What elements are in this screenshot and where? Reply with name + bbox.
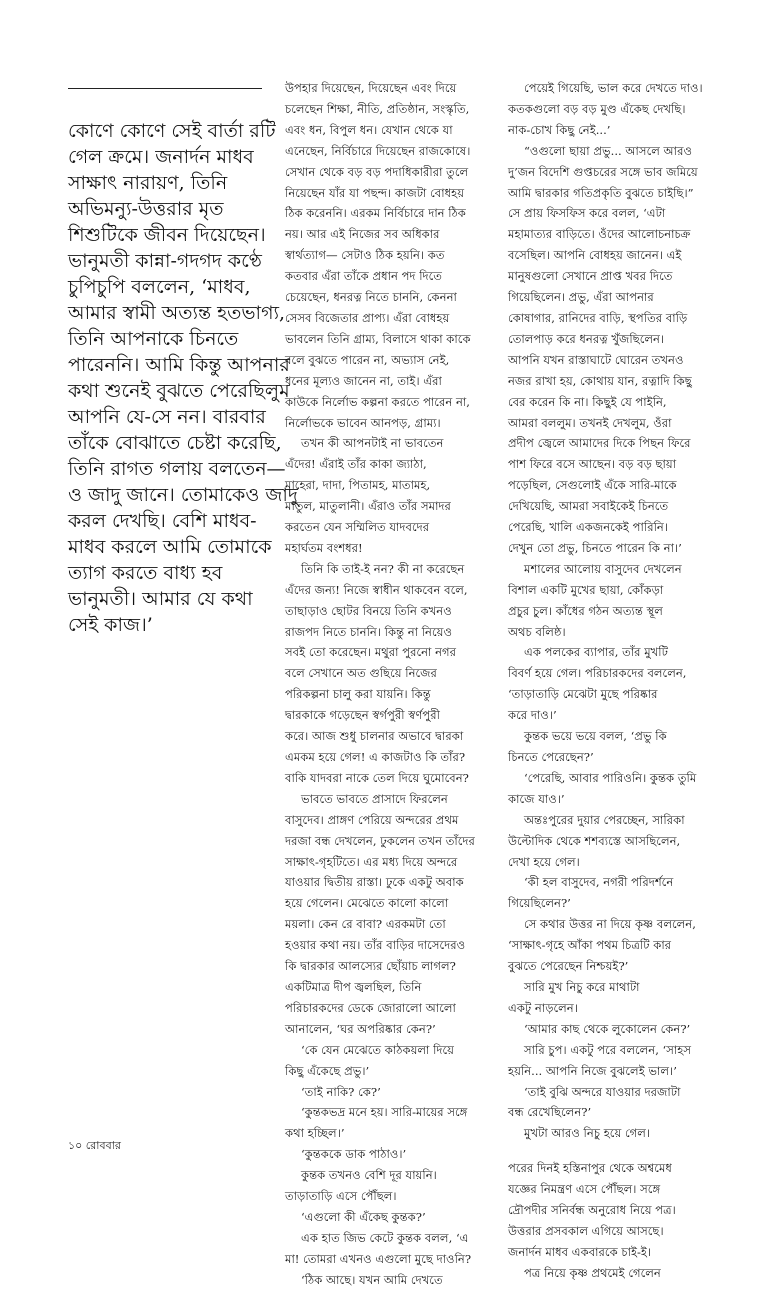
text-line: ধনের মূল্যও জানেন না, তাই। এঁরা bbox=[285, 373, 442, 388]
text-line: বাসুদেব। প্রাঙ্গণ পেরিয়ে অন্দরের প্রথম bbox=[285, 812, 459, 827]
text-line: উপহার দিয়েছেন, দিয়েছেন এবং দিয়ে bbox=[285, 81, 457, 95]
text-line: সারি চুপ। একটু পরে বললেন, ‘সাহস bbox=[524, 1042, 692, 1057]
text-line: বলে সেখানে অত গুছিয়ে নিজের bbox=[285, 666, 437, 681]
text-line: মশালের আলোয় বাসুদেব দেখলেন bbox=[524, 561, 682, 576]
text-line: সেখান থেকে বড় বড় পদাধিকারীরা তুলে bbox=[285, 164, 469, 179]
text-line: ‘কুন্তককে ডাক পাঠাও।’ bbox=[301, 1147, 407, 1162]
text-line: স্বার্থত্যাগ— সেটাও ঠিক হয়নি। কত bbox=[285, 248, 445, 263]
pull-quote-line: তিনি রাগত গলায় বলতেন— bbox=[68, 458, 286, 480]
text-line: নির্লোভকে ভাবেন আনপড়, গ্রাম্য। bbox=[285, 415, 441, 430]
text-line: কোষাগার, রানিদের বাড়ি, স্থপতির বাড়ি bbox=[508, 310, 688, 325]
text-line: মহার্ঘতম বংশধর! bbox=[285, 540, 363, 555]
text-line: বাকি যাদবরা নাকে তেল দিয়ে ঘুমোবেন? bbox=[285, 770, 469, 785]
text-line: করতেন যেন সম্মিলিত যাদবদের bbox=[285, 520, 430, 535]
text-line: ঠিক করেননি। এরকম নির্বিচারে দান ঠিক bbox=[285, 206, 466, 221]
text-line: জনার্দন মাধব একবারকে চাই-ই। bbox=[508, 1244, 652, 1259]
text-line: এমকম হয়ে গেল! এ কাজটাও কি তাঁর? bbox=[285, 750, 466, 764]
text-line: কাউকে নির্লোভ কল্পনা করতে পারেন না, bbox=[285, 394, 470, 409]
text-line: যাওয়ার দ্বিতীয় রাস্তা। ঢুকে একটু অবাক bbox=[285, 875, 464, 890]
text-line: এনেছেন, নির্বিচারে দিয়েছেন রাজকোষে। bbox=[285, 143, 471, 158]
text-line: একটু নাড়লেন। bbox=[508, 1000, 578, 1015]
text-line: ভাবলেন তিনি গ্রাম্য, বিলাসে থাকা কাকে bbox=[285, 331, 471, 346]
text-line: তখন কী আপনটাই না ভাবতেন bbox=[301, 436, 444, 451]
text-line: ‘কে যেন মেঝেতে কাঠকয়লা দিয়ে bbox=[301, 1042, 454, 1057]
text-line: মাহেরা, দাদা, পিতামহ, মাতামহ, bbox=[285, 478, 431, 493]
text-line: ‘কী হল বাসুদেব, নগরী পরিদর্শনে bbox=[524, 875, 674, 890]
text-line: ‘পেরেছি, আবার পারিওনি। কুন্তক তুমি bbox=[524, 770, 697, 785]
text-line: হয়নি... আপনি নিজে বুঝলেই ভাল।’ bbox=[508, 1063, 677, 1078]
text-line: তাছাড়াও ছোটর বিনয়ে তিনি কখনও bbox=[285, 603, 452, 618]
pull-quote-line: অভিমন্যু-উত্তরার মৃত bbox=[68, 198, 224, 220]
text-line: কাজে যাও।’ bbox=[508, 791, 565, 806]
pull-quote-rule bbox=[68, 88, 262, 89]
text-line: আপনি যখন রাস্তাঘাটে ঘোরেন তখনও bbox=[508, 352, 684, 367]
text-line: বিশাল একটি মুখের ছায়া, কোঁকড়া bbox=[508, 582, 664, 597]
text-line: তোলপাড় করে ধনরত্ন খুঁজছিলেন। bbox=[508, 331, 665, 346]
text-line: এক হাত জিভ কেটে কুন্তক বলল, ‘এ bbox=[301, 1230, 469, 1245]
text-line: গিয়েছিলেন। প্রভু, এঁরা আপনার bbox=[508, 290, 654, 305]
pull-quote-line: তিনি আপনাকে চিনতে bbox=[68, 328, 239, 350]
text-line: এক পলকের ব্যাপার, তাঁর মুখটি bbox=[524, 645, 668, 660]
text-line: “ওগুলো ছায়া প্রভু... আসলে আরও bbox=[524, 143, 692, 158]
text-line: মাতুল, মাতুলানী। এঁরাও তাঁর সমাদর bbox=[285, 499, 451, 514]
pull-quote-line: সেই কাজ।’ bbox=[68, 614, 153, 636]
text-line: সবই তো করেছেন। মথুরা পুরনো নগর bbox=[285, 645, 456, 660]
text-line: ময়লা। কেন রে বাবা? এরকমটা তো bbox=[285, 917, 446, 932]
text-line: তিনি কি তাই-ই নন? কী না করেছেন bbox=[301, 561, 465, 576]
text-line: করে। আজ শুধু চালনার অভাবে দ্বারকা bbox=[285, 729, 464, 744]
text-line: চিনতে পেরেছেন?’ bbox=[508, 750, 594, 764]
text-line: ভাবতে ভাবতে প্রাসাদে ফিরলেন bbox=[301, 791, 448, 806]
text-line: কিছু এঁকেছে প্রভু।’ bbox=[285, 1063, 370, 1078]
pull-quote-line: চুপিচুপি বললেন, ‘মাধব, bbox=[68, 276, 251, 298]
article-column-1 bbox=[285, 78, 497, 1291]
text-line: পরের দিনই হস্তিনাপুর থেকে অশ্বমেধ bbox=[508, 1161, 672, 1176]
text-line: ‘তাই বুঝি অন্দরে যাওয়ার দরজাটা bbox=[524, 1084, 681, 1099]
pull-quote bbox=[68, 118, 298, 638]
text-line: পত্র নিয়ে কৃষ্ণ প্রথমেই গেলেন bbox=[524, 1265, 661, 1280]
text-line: প্রচুর চুল। কাঁধের গঠন অত্যন্ত স্থূল bbox=[508, 603, 663, 618]
text-line: আনালেন, ‘ঘর অপরিষ্কার কেন?’ bbox=[285, 1021, 436, 1036]
pull-quote-line: ও জাদু জানে। তোমাকেও জাদু bbox=[68, 484, 298, 506]
pull-quote-line: গেল ক্রমে। জনার্দন মাধব bbox=[68, 146, 254, 168]
text-line: যজ্ঞের নিমন্ত্রণ এসে পৌঁছল। সঙ্গে bbox=[508, 1182, 661, 1197]
pull-quote-line: সাক্ষাৎ নারায়ণ, তিনি bbox=[68, 172, 228, 194]
text-line: তাড়াতাড়ি এসে পৌঁছল। bbox=[285, 1189, 397, 1204]
text-line: নয়। আর এই নিজের সব অধিকার bbox=[285, 227, 440, 242]
text-line: উল্টোদিক থেকে শশব্যস্তে আসছিলেন, bbox=[508, 833, 681, 848]
text-line: ‘এগুলো কী এঁকেছ কুন্তক?’ bbox=[301, 1209, 426, 1224]
text-line: পাশ ফিরে বসে আছেন। বড় বড় ছায়া bbox=[508, 457, 677, 472]
text-line: দেখিয়েছি, আমরা সবাইকেই চিনতে bbox=[508, 499, 669, 514]
text-line: পেরেছি, খালি একজনকেই পারিনি। bbox=[508, 520, 668, 535]
text-line: আমরা বললুম। তখনই দেখলুম, ওঁরা bbox=[508, 415, 672, 430]
pull-quote-line: ভানুমতী। আমার যে কথা bbox=[68, 588, 253, 610]
pull-quote-line: করল দেখছি। বেশি মাধব- bbox=[68, 510, 257, 532]
pull-quote-line: কথা শুনেই বুঝতে পেরেছিলুম bbox=[68, 380, 290, 402]
text-line: অন্তঃপুরের দুয়ার পেরচ্ছেন, সারিকা bbox=[524, 812, 685, 827]
text-line: রাজপদ নিতে চাননি। কিন্তু না নিয়েও bbox=[285, 624, 452, 639]
text-line: সাক্ষাৎ-গৃহটিতে। এর মধ্য দিয়ে অন্দরে bbox=[285, 854, 458, 869]
pull-quote-line: ভানুমতী কান্না-গদগদ কণ্ঠে bbox=[68, 250, 262, 272]
pull-quote-line: পারেননি। আমি কিন্তু আপনার bbox=[68, 354, 290, 376]
text-line: মানুষগুলো সেখানে প্রাপ্ত খবর দিতে bbox=[508, 269, 673, 284]
text-line: ‘তাড়াতাড়ি মেঝেটা মুছে পরিষ্কার bbox=[508, 687, 658, 702]
text-line: ‘ঠিক আছে। যখন আমি দেখতে bbox=[301, 1272, 443, 1287]
text-line: মা! তোমরা এখনও এগুলো মুছে দাওনি? bbox=[285, 1251, 472, 1266]
text-line: পরিচারকদের ডেকে জোরালো আলো bbox=[285, 1000, 456, 1015]
pull-quote-line: ত্যাগ করতে বাধ্য হব bbox=[68, 562, 223, 584]
text-line: বসেছিল। আপনি বোধহয় জানেন। এই bbox=[508, 248, 682, 263]
text-line: দ্বারকাকে গড়েছেন স্বর্গপুরী স্বর্ণপুরী bbox=[285, 708, 440, 723]
text-line: ‘আমার কাছ থেকে লুকোলেন কেন?’ bbox=[524, 1021, 691, 1036]
text-line: মুখটা আরও নিচু হয়ে গেল। bbox=[524, 1126, 651, 1141]
text-line: দেখা হয়ে গেল। bbox=[508, 854, 580, 869]
text-line: ‘কুন্তকভদ্র মনে হয়। সারি-মায়ের সঙ্গে bbox=[301, 1105, 468, 1120]
text-line: এঁদের জন্য! নিজে স্বাধীন থাকবেন বলে, bbox=[285, 582, 468, 597]
pull-quote-line: আপনি যে-সে নন। বারবার bbox=[68, 406, 266, 428]
text-line: গিয়েছিলেন?’ bbox=[508, 896, 571, 911]
text-line: ‘তাই নাকি? কে?’ bbox=[301, 1084, 381, 1099]
text-line: বলে বুঝতে পারেন না, অভ্যাস নেই, bbox=[285, 352, 450, 367]
pull-quote-line: আমার স্বামী অত্যন্ত হতভাগ্য, bbox=[68, 302, 286, 324]
text-line: নাক-চোখ কিছু নেই...’ bbox=[508, 122, 611, 137]
text-line: দ্রৌপদীর সনির্বন্ধ অনুরোধ নিয়ে পত্র। bbox=[508, 1203, 676, 1218]
text-line: আমি দ্বারকার গতিপ্রকৃতি বুঝতে চাইছি।” bbox=[508, 185, 694, 200]
text-line: বের করেন কি না। কিছুই যে পাইনি, bbox=[508, 394, 667, 409]
text-line: কি দ্বারকার আলস্যের ছোঁয়াচ লাগল? bbox=[285, 959, 456, 974]
pull-quote-line: শিশুটিকে জীবন দিয়েছেন। bbox=[68, 224, 266, 246]
text-line: সারি মুখ নিচু করে মাথাটা bbox=[524, 979, 640, 994]
text-line: এবং ধন, বিপুল ধন। যেখান থেকে যা bbox=[285, 122, 453, 137]
text-line: ‘সাক্ষাৎ-গৃহে আঁকা পথম চিত্রটি কার bbox=[508, 938, 672, 953]
text-line: দু’জন বিদেশি গুপ্তচরের সঙ্গে ভাব জমিয়ে bbox=[508, 164, 698, 179]
section-break bbox=[508, 1144, 730, 1158]
text-line: নজর রাখা হয়, কোথায় যান, রত্নাদি কিছু bbox=[508, 373, 692, 388]
text-line: এঁদের! এঁরাই তাঁর কাকা জ্যাঠা, bbox=[285, 457, 427, 472]
text-line: দরজা বন্ধ দেখলেন, ঢুকলেন তখন তাঁদের bbox=[285, 833, 475, 848]
text-line: সে কথার উত্তর না দিয়ে কৃষ্ণ বললেন, bbox=[524, 917, 696, 932]
text-line: বন্ধ রেখেছিলেন?’ bbox=[508, 1105, 592, 1120]
text-line: দেখুন তো প্রভু, চিনতে পারেন কি না।’ bbox=[508, 540, 682, 555]
text-line: করে দাও।’ bbox=[508, 708, 557, 723]
text-line: পরিকল্পনা চালু করা যায়নি। কিন্তু bbox=[285, 687, 431, 702]
text-line: অথচ বলিষ্ঠ। bbox=[508, 624, 566, 639]
text-line: উত্তরার প্রসবকাল এগিয়ে আসছে। bbox=[508, 1223, 664, 1238]
pull-quote-line: তাঁকে বোঝাতে চেষ্টা করেছি, bbox=[68, 432, 282, 454]
text-line: বিবর্ণ হয়ে গেল। পরিচারকদের বললেন, bbox=[508, 666, 687, 681]
text-line: প্রদীপ জ্বেলে আমাদের দিকে পিছন ফিরে bbox=[508, 436, 691, 451]
article-column-2 bbox=[508, 78, 730, 1284]
pull-quote-line: মাধব করলে আমি তোমাকে bbox=[68, 536, 272, 558]
text-line: কুন্তক তখনও বেশি দূর যায়নি। bbox=[301, 1168, 437, 1183]
text-line: সেসব বিজেতার প্রাপ্য। এঁরা বোধহয় bbox=[285, 310, 450, 325]
text-line: বুঝতে পেরেছেন নিশ্চয়ই?’ bbox=[508, 959, 629, 974]
text-line: নিয়েছেন যাঁর যা পছন্দ। কাজটা বোধহয় bbox=[285, 185, 465, 200]
text-line: একটিমাত্র দীপ জ্বলছিল, তিনি bbox=[285, 979, 422, 994]
text-line: সে প্রায় ফিসফিস করে বলল, ‘এটা bbox=[508, 206, 666, 221]
text-line: কথা হচ্ছিল।’ bbox=[285, 1126, 345, 1141]
text-line: হয়ে গেলেন। মেঝেতে কালো কালো bbox=[285, 896, 449, 911]
text-line: মহামাত্যর বাড়িতে। ওঁদের আলোচনাচক্র bbox=[508, 227, 691, 242]
text-line: কতবার এঁরা তাঁকে প্রধান পদ দিতে bbox=[285, 269, 442, 284]
page-folio: ১০ রোববার bbox=[68, 1139, 121, 1152]
text-line: কতকগুলো বড় বড় মুণ্ড এঁকেছ দেখছি। bbox=[508, 101, 686, 116]
text-line: পড়েছিল, সেগুলোই এঁকে সারি-মাকে bbox=[508, 478, 677, 493]
text-line: চলেছেন শিক্ষা, নীতি, প্রতিষ্ঠান, সংস্কৃতি, bbox=[285, 101, 470, 116]
text-line: হওয়ার কথা নয়। তাঁর বাড়ির দাসেদেরও bbox=[285, 938, 466, 953]
text-line: কুন্তক ভয়ে ভয়ে বলল, ‘প্রভু কি bbox=[524, 729, 667, 744]
text-line: পেয়েই গিয়েছি, ভাল করে দেখতে দাও। bbox=[524, 81, 703, 95]
text-line: চেয়েছেন, ধনরত্ন নিতে চাননি, কেননা bbox=[285, 290, 457, 305]
pull-quote-line: কোণে কোণে সেই বার্তা রটি bbox=[68, 120, 276, 142]
